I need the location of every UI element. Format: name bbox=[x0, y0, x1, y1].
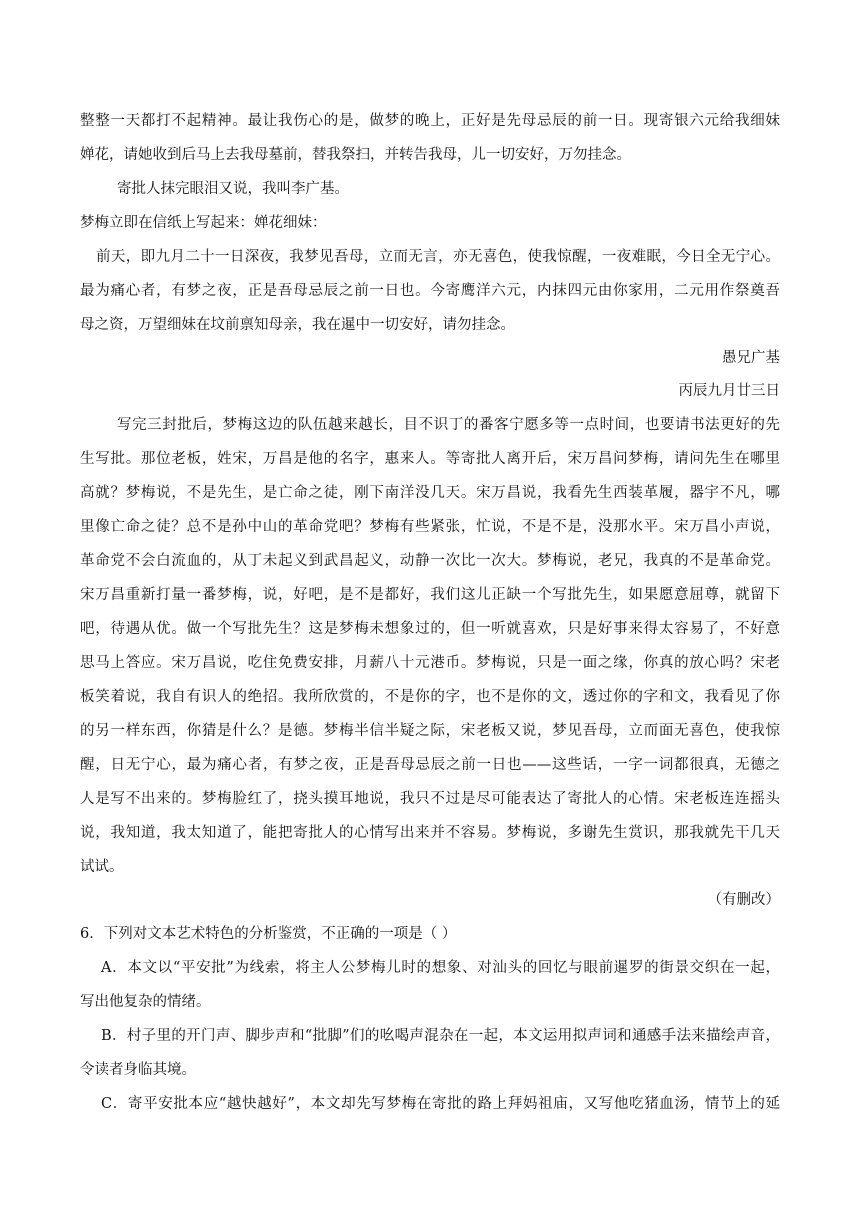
option-b-cont: 令读者身临其境。 bbox=[80, 1062, 196, 1078]
option-c: C．寄平安批本应“越快越好”，本文却先写梦梅在寄批的路上拜妈祖庙，又写他吃猪血汤，情节上的延 bbox=[101, 1096, 780, 1112]
passage-line: 革命党不会白流血的，从丁未起义到武昌起义，动静一次比一次大。梦梅说，老兄，我真的不是革命党。 bbox=[80, 553, 780, 569]
letter-line: 最为痛心者，有梦之夜，正是吾母忌辰之前一日也。今寄鹰洋六元，内抹四元由你家用，二元用作祭奠吾 bbox=[80, 283, 780, 299]
option-a: A．本文以“平安批”为线索，将主人公梦梅儿时的想象、对汕头的回忆与眼前暹罗的街景交织在一起， bbox=[101, 960, 780, 976]
passage-line: 高就？梦梅说，不是先生，是亡命之徒，刚下南洋没几天。宋万昌说，我看先生西装革履，器宇不凡，哪 bbox=[80, 485, 780, 501]
passage-line: 的另一样东西，你猜是什么？是德。梦梅半信半疑之际，宋老板又说，梦见吾母，立而面无喜色，使我惊 bbox=[80, 723, 780, 739]
passage-line: 说，我知道，我太知道了，能把寄批人的心情写出来并不容易。梦梅说，多谢先生赏识，那我就先干几天 bbox=[80, 825, 780, 841]
passage-line: 生写批。那位老板，姓宋，万昌是他的名字，惠来人。等寄批人离开后，宋万昌问梦梅，请问先生在哪里 bbox=[80, 451, 780, 467]
passage-line: 思马上答应。宋万昌说，吃住免费安排，月薪八十元港币。梦梅说，只是一面之缘，你真的放心吗？宋老 bbox=[80, 655, 780, 671]
passage-line: 醒，日无宁心，最为痛心者，有梦之夜，正是吾母忌辰之前一日也——这些话，一字一词都很真，无德之 bbox=[80, 757, 780, 773]
passage-line: 试试。 bbox=[80, 859, 124, 875]
letter-date: 丙辰九月廿三日 bbox=[678, 383, 780, 399]
letter-signature: 愚兄广基 bbox=[722, 350, 780, 366]
source-note: （有删改） bbox=[707, 892, 780, 908]
passage-line: 板笑着说，我自有识人的绝招。我所欣赏的，不是你的字，也不是你的文，透过你的字和文，我看见了你 bbox=[80, 689, 780, 705]
passage-line: 整整一天都打不起精神。最让我伤心的是，做梦的晚上，正好是先母忌辰的前一日。现寄银六元给我细妹 bbox=[80, 113, 780, 129]
passage-line: 里像亡命之徒？总不是孙中山的革命党吧？梦梅有些紧张，忙说，不是不是，没那水平。宋万昌小声说， bbox=[80, 519, 780, 535]
passage-line: 写完三封批后，梦梅这边的队伍越来越长，目不识丁的番客宁愿多等一点时间，也要请书法更好的先 bbox=[117, 417, 780, 433]
option-b: B．村子里的开门声、脚步声和“批脚”们的吆喝声混杂在一起，本文运用拟声词和通感手法来描绘声音， bbox=[101, 1028, 780, 1044]
passage-line: 寄批人抹完眼泪又说，我叫李广基。 bbox=[117, 181, 349, 197]
passage-line: 人是写不出来的。梦梅脸红了，挠头摸耳地说，我只不过是尽可能表达了寄批人的心情。宋老板连连摇头 bbox=[80, 791, 780, 807]
passage-line: 婵花，请她收到后马上去我母墓前，替我祭扫，并转告我母，儿一切安好，万勿挂念。 bbox=[80, 147, 631, 163]
passage-line: 梦梅立即在信纸上写起来：婵花细妹： bbox=[80, 215, 327, 231]
passage-line: 宋万昌重新打量一番梦梅，说，好吧，是不是都好，我们这儿正缺一个写批先生，如果愿意屈尊，就留下 bbox=[80, 587, 780, 603]
letter-line: 前天，即九月二十一日深夜，我梦见吾母，立而无言，亦无喜色，使我惊醒，一夜难眠，今日全无宁心。 bbox=[96, 249, 780, 265]
question-stem: 6．下列对文本艺术特色的分析鉴赏，不正确的一项是（ ） bbox=[80, 926, 457, 942]
letter-line: 母之资，万望细妹在坟前禀知母亲，我在暹中一切安好，请勿挂念。 bbox=[80, 317, 515, 333]
passage-line: 吧，待遇从优。做一个写批先生？这是梦梅未想象过的，但一听就喜欢，只是好事来得太容易了，不好意 bbox=[80, 621, 780, 637]
option-a-cont: 写出他复杂的情绪。 bbox=[80, 994, 211, 1010]
